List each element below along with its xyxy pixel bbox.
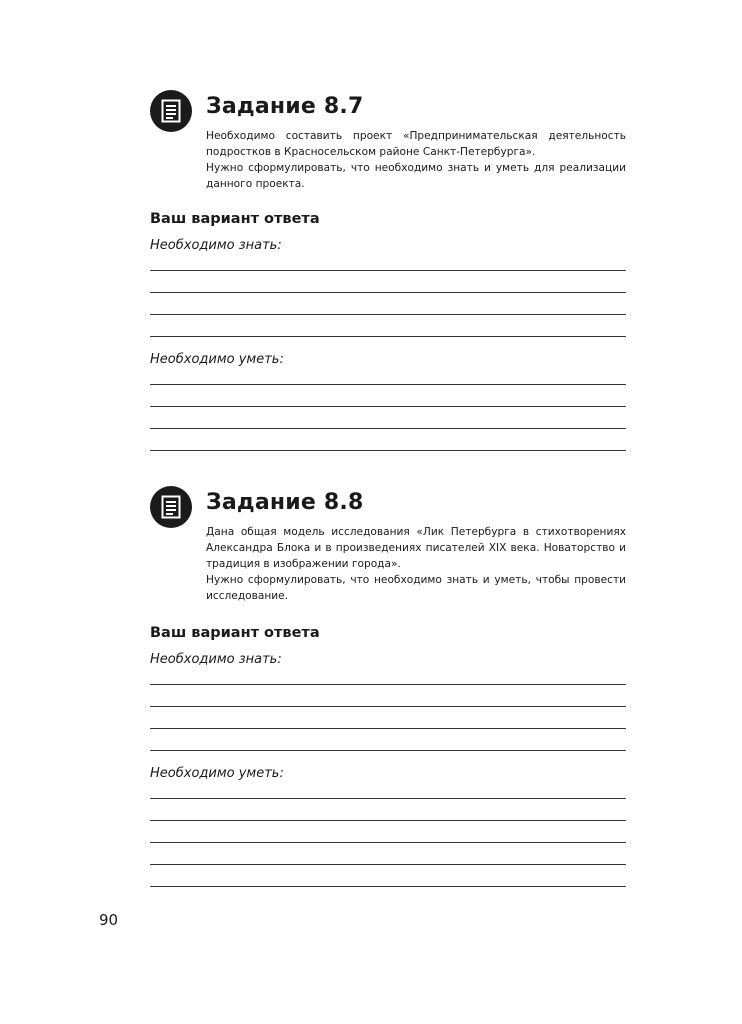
answer-line-can-3[interactable]	[150, 428, 626, 429]
answer-line-know-4[interactable]	[150, 750, 626, 751]
answer-line-can-5[interactable]	[150, 886, 626, 887]
task-description	[206, 524, 626, 604]
answer-line-can-1[interactable]	[150, 798, 626, 799]
task-paragraph: Нужно сформулировать, что необходимо знать и уметь, чтобы провести исследование.	[206, 574, 626, 602]
answer-line-know-2[interactable]	[150, 292, 626, 293]
answer-line-know-1[interactable]	[150, 684, 626, 685]
task-paragraph: Нужно сформулировать, что необходимо знать и уметь для реализации данного проекта.	[206, 162, 626, 190]
answer-line-can-3[interactable]	[150, 842, 626, 843]
can-label: Необходимо уметь:	[150, 352, 284, 367]
task-title: Задание 8.7	[206, 94, 364, 119]
answer-line-know-3[interactable]	[150, 728, 626, 729]
answer-line-can-2[interactable]	[150, 406, 626, 407]
can-label: Необходимо уметь:	[150, 766, 284, 781]
know-label: Необходимо знать:	[150, 238, 282, 253]
task-title: Задание 8.8	[206, 490, 364, 515]
answer-line-know-3[interactable]	[150, 314, 626, 315]
task-paragraph: Необходимо составить проект «Предпринимательская деятельность подростков в Красносельском районе Санкт-Петербурга».	[206, 130, 626, 158]
document-list-icon	[150, 486, 192, 528]
answer-line-know-1[interactable]	[150, 270, 626, 271]
answer-heading: Ваш вариант ответа	[150, 211, 320, 227]
answer-line-can-2[interactable]	[150, 820, 626, 821]
task-paragraph: Дана общая модель исследования «Лик Петербурга в стихотворениях Александра Блока и в произведениях писателей XIX века. Новаторство и традиция в изображении города».	[206, 526, 626, 570]
answer-line-can-4[interactable]	[150, 450, 626, 451]
answer-line-can-4[interactable]	[150, 864, 626, 865]
answer-line-know-4[interactable]	[150, 336, 626, 337]
page-number: 90	[99, 911, 119, 929]
task-description	[206, 128, 626, 192]
document-list-icon	[150, 90, 192, 132]
answer-line-know-2[interactable]	[150, 706, 626, 707]
answer-line-can-1[interactable]	[150, 384, 626, 385]
answer-heading: Ваш вариант ответа	[150, 625, 320, 641]
know-label: Необходимо знать:	[150, 652, 282, 667]
